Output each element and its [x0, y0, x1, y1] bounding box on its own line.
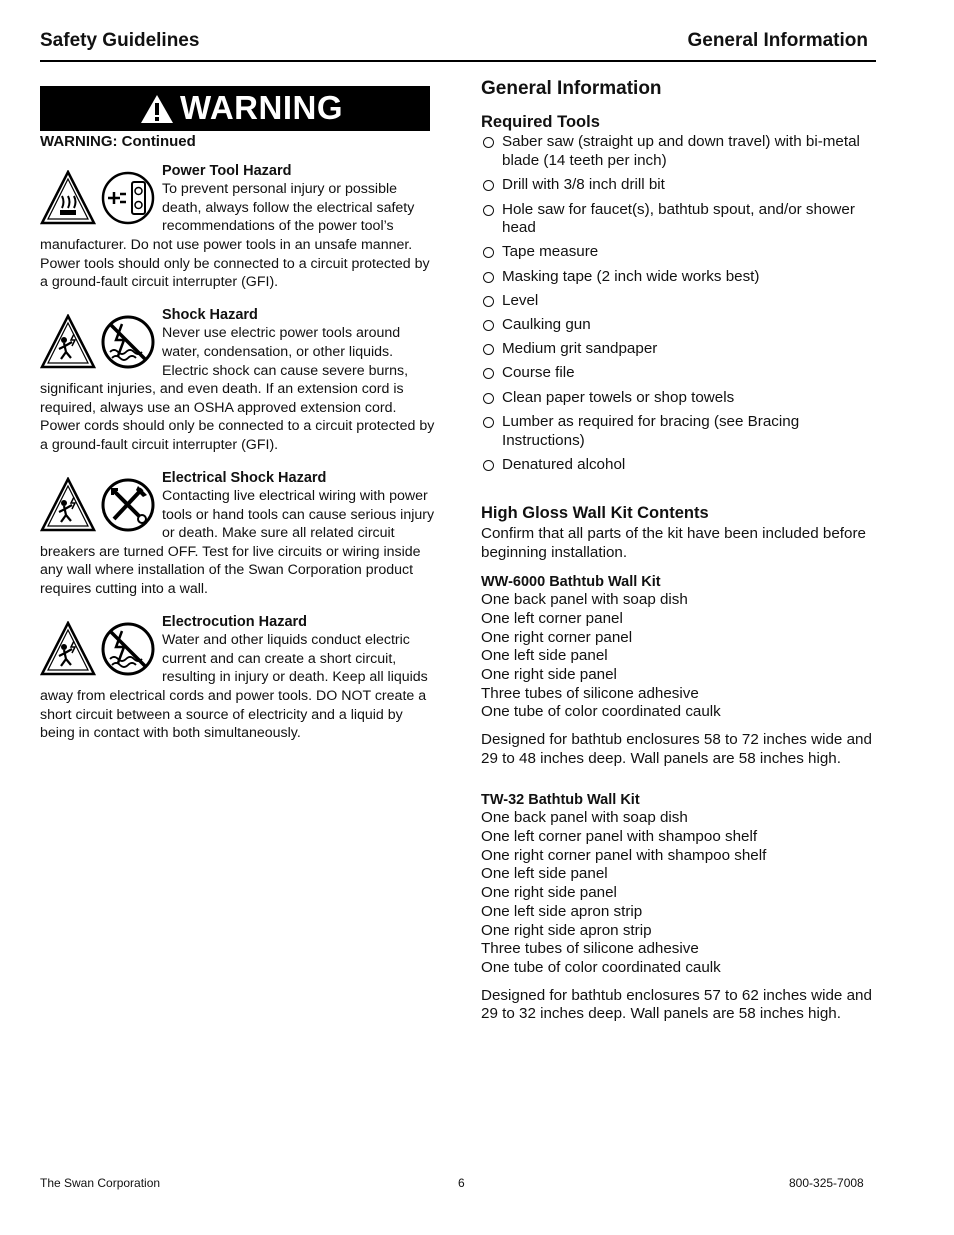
footer-page-number: 6 — [458, 1176, 465, 1190]
list-item: Medium grit sandpaper — [481, 340, 876, 359]
list-item: Saber saw (straight up and down travel) with bi-metal blade (14 teeth per inch) — [481, 133, 876, 170]
kit-description: Designed for bathtub enclosures 58 to 72 inches wide and 29 to 48 inches deep. Wall panels are 58 inches high. — [481, 731, 872, 767]
electric-shock-warning-icon — [40, 314, 96, 370]
circle-bullet-icon — [483, 368, 494, 379]
circle-bullet-icon — [483, 320, 494, 331]
electric-shock-warning-icon — [40, 621, 96, 677]
footer-company: The Swan Corporation — [40, 1176, 161, 1190]
kit-block — [481, 573, 876, 769]
kit-item: One left side panel — [481, 865, 608, 883]
kit-item: One right corner panel — [481, 628, 633, 646]
kit-item: One back panel with soap dish — [481, 591, 688, 609]
hazard-power-tool — [40, 162, 436, 292]
circle-bullet-icon — [483, 137, 494, 148]
circle-bullet-icon — [483, 460, 494, 471]
circle-bullet-icon — [483, 296, 494, 307]
general-info-title: General Information — [481, 78, 662, 99]
list-item: Course file — [481, 364, 876, 383]
hazard-title: Electrical Shock Hazard — [162, 469, 327, 486]
list-item: Tape measure — [481, 243, 876, 262]
kit-item: One back panel with soap dish — [481, 809, 688, 827]
list-item: Drill with 3/8 inch drill bit — [481, 176, 876, 195]
hazard-title: Electrocution Hazard — [162, 613, 308, 630]
hot-surface-warning-icon — [40, 170, 96, 226]
safety-column — [40, 86, 436, 757]
hazard-text: To prevent personal injury or possible death, always follow the electrical safety recommendations of the power tool’s manufacturer. Do not use power tools in an unsafe manner. Power tools should only be connected to a circuit protected by a ground-fault circuit interrupter (GFI). — [40, 181, 430, 291]
circle-bullet-icon — [483, 272, 494, 283]
hazard-text: Contacting live electrical wiring with power tools or hand tools can cause serious injury or death. Make sure all related circuit breakers are turned OFF. Test for live circuits or wiring inside any wall where installation of the Swan Corporation product requires cutting into a wall. — [40, 488, 435, 598]
general-info-column — [481, 80, 876, 1024]
list-item: Clean paper towels or shop towels — [481, 389, 876, 408]
circle-bullet-icon — [483, 417, 494, 428]
kit-item: One right side panel — [481, 884, 617, 902]
kit-item: Three tubes of silicone adhesive — [481, 940, 699, 958]
hazard-title: Shock Hazard — [162, 306, 258, 323]
list-item: Hole saw for faucet(s), bathtub spout, and/or shower head — [481, 201, 876, 238]
kit-item: One left corner panel with shampoo shelf — [481, 828, 758, 845]
kit-item: One tube of color coordinated caulk — [481, 958, 721, 976]
warning-triangle-icon — [140, 94, 174, 124]
electrical-outlet-icon — [100, 170, 156, 226]
circle-bullet-icon — [483, 180, 494, 191]
kit-item: One left corner panel — [481, 609, 623, 627]
kit-item: One tube of color coordinated caulk — [481, 703, 721, 721]
warning-continued: WARNING: Continued — [40, 133, 196, 150]
circle-bullet-icon — [483, 205, 494, 216]
list-item: Masking tape (2 inch wide works best) — [481, 268, 876, 287]
kit-name: WW-6000 Bathtub Wall Kit — [481, 573, 661, 590]
list-item: Level — [481, 292, 876, 311]
electric-shock-warning-icon — [40, 477, 96, 533]
hazard-title: Power Tool Hazard — [162, 162, 292, 179]
hazard-electrocution — [40, 613, 436, 743]
hazard-electrical-shock — [40, 469, 436, 599]
kit-item: One right side panel — [481, 666, 617, 684]
kit-item: One left side apron strip — [481, 902, 643, 920]
kit-name: TW-32 Bathtub Wall Kit — [481, 791, 640, 808]
kit-description: Designed for bathtub enclosures 57 to 62 inches wide and 29 to 32 inches deep. Wall panels are 58 inches high. — [481, 986, 872, 1023]
list-item: Lumber as required for bracing (see Bracing Instructions) — [481, 413, 876, 450]
kit-intro: Confirm that all parts of the kit have been included before beginning installation. — [481, 525, 866, 561]
circle-bullet-icon — [483, 247, 494, 258]
warning-banner-text: WARNING — [180, 89, 343, 127]
hand-tools-icon — [100, 477, 156, 533]
no-water-electricity-icon — [100, 314, 156, 370]
hazard-text: Never use electric power tools around water, condensation, or other liquids. Electric shock can cause severe burns, significant injuries, and even death. If an extension cord is required, always use an OSHA approved extension cord. Power cords should only be connected to a circuit protected by a ground-fault circuit interrupter (GFI). — [40, 325, 435, 453]
kit-item: One right side apron strip — [481, 921, 652, 939]
kit-contents-section — [481, 504, 876, 1024]
kit-item: One right corner panel with shampoo shelf — [481, 846, 767, 864]
tools-list — [481, 133, 876, 474]
kit-contents-title: High Gloss Wall Kit Contents — [481, 504, 709, 523]
section-heading-right: General Information — [687, 30, 868, 51]
list-item: Denatured alcohol — [481, 456, 876, 475]
kit-item: Three tubes of silicone adhesive — [481, 684, 699, 702]
hazard-shock — [40, 306, 436, 455]
required-tools-title: Required Tools — [481, 112, 600, 131]
circle-bullet-icon — [483, 393, 494, 404]
warning-banner — [40, 86, 430, 131]
kit-block — [481, 791, 876, 1024]
list-item: Caulking gun — [481, 316, 876, 335]
footer-phone: 800-325-7008 — [789, 1176, 864, 1190]
circle-bullet-icon — [483, 344, 494, 355]
hazard-text: Water and other liquids conduct electric current and can create a short circuit, resulting in injury or death. Keep all liquids away from electrical cords and power tools. DO NOT create a short circuit between a source of electricity and a liquid by being in contact with both simultaneously. — [40, 632, 428, 742]
section-heading-left: Safety Guidelines — [40, 30, 200, 51]
no-water-electricity-icon — [100, 621, 156, 677]
kit-item: One left side panel — [481, 647, 608, 665]
header-divider — [40, 60, 876, 62]
